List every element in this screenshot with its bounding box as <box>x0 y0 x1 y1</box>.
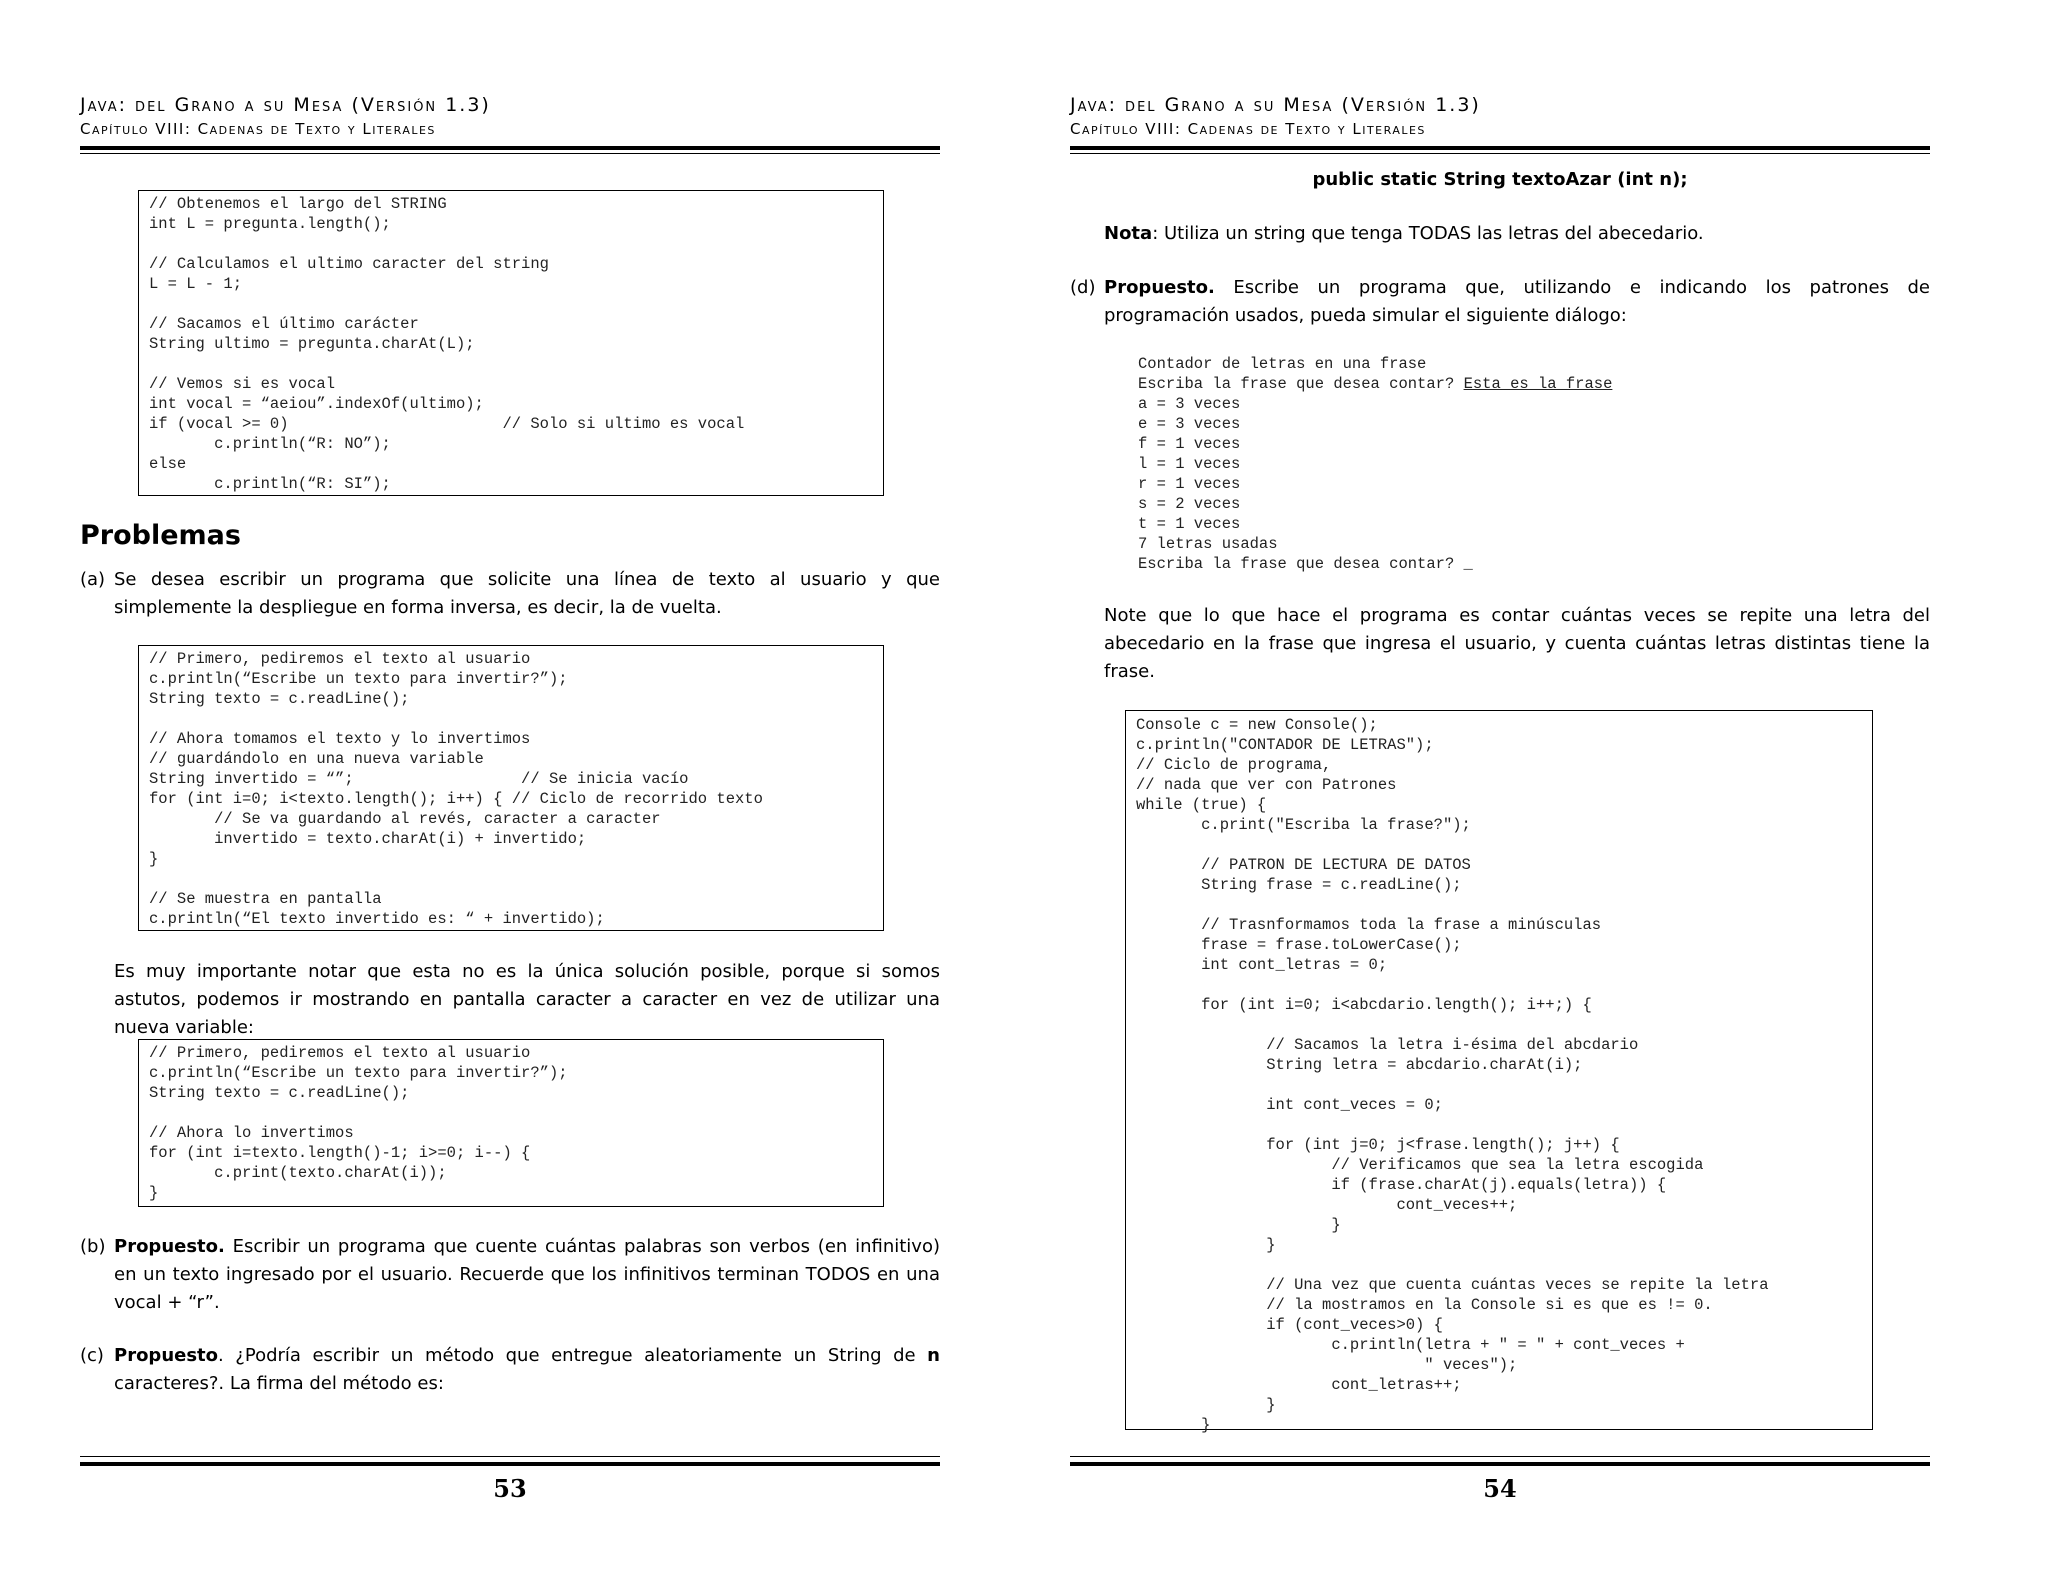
dialog-user-input: Esta es la frase <box>1463 375 1613 393</box>
nota-bold: Nota <box>1104 223 1153 244</box>
item-a-label: (a) <box>80 569 106 590</box>
page-number: 54 <box>1483 1474 1517 1503</box>
left-page <box>80 0 940 1582</box>
section-title: Problemas <box>80 520 241 551</box>
item-a-text: Se desea escribir un programa que solicite una línea de texto al usuario y que simplemente la despliegue en forma inversa, es decir, la de vuelta. <box>114 569 940 618</box>
dialog-title-line: Contador de letras en una frase <box>1138 355 1427 373</box>
header-rule-thin <box>80 153 940 154</box>
item-d-body: Escribe un programa que, utilizando e indicando los patrones de programación usados, pueda simular el siguiente diálogo: <box>1104 277 1930 326</box>
item-b-bold: Propuesto. <box>114 1236 225 1257</box>
footer-rule <box>1070 1462 1930 1466</box>
item-b-label: (b) <box>80 1236 106 1257</box>
page-number: 53 <box>493 1474 527 1503</box>
item-c-bold: Propuesto <box>114 1345 219 1366</box>
dialog-example <box>1138 354 1612 574</box>
dialog-prompt: Escriba la frase que desea contar? <box>1138 375 1464 393</box>
item-b-body: Escribir un programa que cuente cuántas palabras son verbos (en infinitivo) en un texto ingresado por el usuario. Recuerde que los infinitivos terminan TODOS en una vocal + “r”. <box>114 1236 940 1313</box>
code-block-invertir: // Primero, pediremos el texto al usuario c.println(“Escribe un texto para invertir?”); String texto = c.readLine(); // Ahora tomamos el texto y lo invertimos // guardándolo en una nueva variable String invertido = “”; // Se inicia vacío for (int i=0; i<texto.length(); i++) { // Ciclo de recorrido texto // Se va guardando al revés, caracter a caracter invertido = texto.charAt(i) + invertido; } // Se muestra en pantalla c.println(“El texto invertido es: “ + invertido); <box>138 645 884 931</box>
dialog-output: a = 3 veces e = 3 veces f = 1 veces l = 1 veces r = 1 veces s = 2 veces t = 1 veces 7 letras usadas Escriba la frase que desea contar? _ <box>1138 395 1473 573</box>
nota-body: : Utiliza un string que tenga TODAS las letras del abecedario. <box>1152 223 1704 244</box>
footer-rule <box>80 1462 940 1466</box>
header-title: Java: del Grano a su Mesa (Versión 1.3) <box>1070 94 1481 116</box>
item-c-label: (c) <box>80 1345 104 1366</box>
right-page <box>1070 0 1930 1582</box>
item-d-text <box>1104 274 1930 330</box>
header-rule <box>80 146 940 150</box>
method-signature: public static String textoAzar (int n); <box>1312 169 1688 190</box>
note-paragraph: Es muy importante notar que esta no es la única solución posible, porque si somos astutos, podemos ir mostrando en pantalla caracter a caracter en vez de utilizar una nueva variable: <box>114 961 940 1038</box>
item-d-bold: Propuesto. <box>1104 277 1215 298</box>
footer-rule-thin <box>1070 1456 1930 1457</box>
header-subtitle: Capítulo VIII: Cadenas de Texto y Literales <box>1070 120 1426 138</box>
item-c-n: n <box>927 1345 940 1366</box>
code-block-contador: Console c = new Console(); c.println("CONTADOR DE LETRAS"); // Ciclo de programa, // nada que ver con Patrones while (true) { c.print("Escriba la frase?"); // PATRON DE LECTURA DE DATOS String frase = c.readLine(); // Trasnformamos toda la frase a minúsculas frase = frase.toLowerCase(); int cont_letras = 0; for (int i=0; i<abcdario.length(); i++;) { // Sacamos la letra i-ésima del abcdario String letra = abcdario.charAt(i); int cont_veces = 0; for (int j=0; j<frase.length(); j++) { // Verificamos que sea la letra escogida if (frase.charAt(j).equals(letra)) { cont_veces++; } } // Una vez que cuenta cuántas veces se repite la letra // la mostramos en la Console si es que es != 0. if (cont_veces>0) { c.println(letra + " = " + cont_veces + " veces"); cont_letras++; } } <box>1125 710 1873 1430</box>
header-subtitle: Capítulo VIII: Cadenas de Texto y Literales <box>80 120 436 138</box>
code-block-invertir-2: // Primero, pediremos el texto al usuario c.println(“Escribe un texto para invertir?”); String texto = c.readLine(); // Ahora lo invertimos for (int i=texto.length()-1; i>=0; i--) { c.print(texto.charAt(i)); } <box>138 1039 884 1207</box>
item-b-text <box>114 1233 940 1317</box>
header-rule <box>1070 146 1930 150</box>
item-c-text <box>114 1342 940 1398</box>
explanation-paragraph: Note que lo que hace el programa es contar cuántas veces se repite una letra del abecedario en la frase que ingresa el usuario, y cuenta cuántas letras distintas tiene la frase. <box>1104 605 1930 682</box>
item-c-body-1: . ¿Podría escribir un método que entregue aleatoriamente un String de <box>218 1345 928 1366</box>
nota-paragraph <box>1104 220 1930 248</box>
item-d-label: (d) <box>1070 277 1096 298</box>
footer-rule-thin <box>80 1456 940 1457</box>
code-block-vocal: // Obtenemos el largo del STRING int L = pregunta.length(); // Calculamos el ultimo caracter del string L = L - 1; // Sacamos el último carácter String ultimo = pregunta.charAt(L); // Vemos si es vocal int vocal = “aeiou”.indexOf(ultimo); if (vocal >= 0) // Solo si ultimo es vocal c.println(“R: NO”); else c.println(“R: SI”); <box>138 190 884 496</box>
item-c-body-2: caracteres?. La firma del método es: <box>114 1373 444 1394</box>
header-rule-thin <box>1070 153 1930 154</box>
header-title: Java: del Grano a su Mesa (Versión 1.3) <box>80 94 491 116</box>
